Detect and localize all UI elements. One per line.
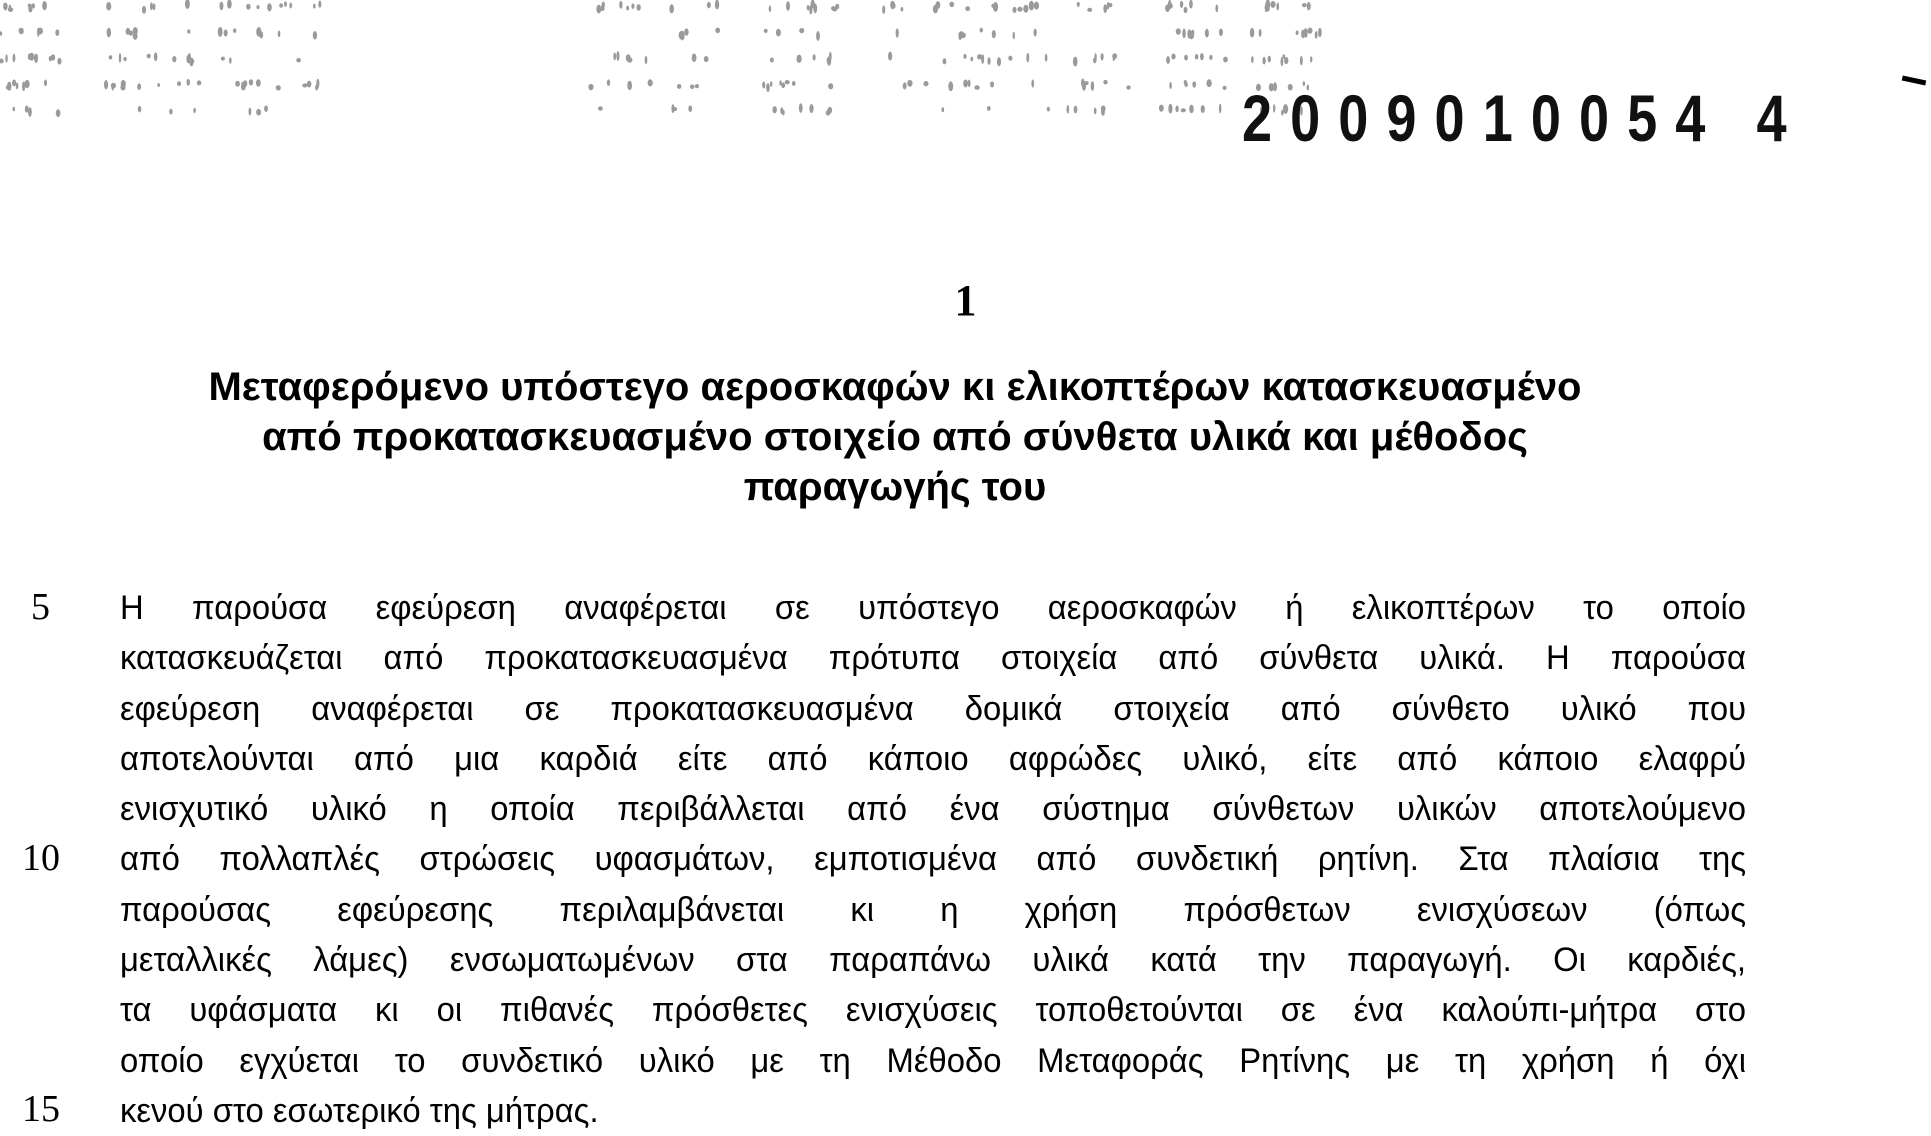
barcode-dot (9, 5, 12, 11)
barcode-dot (786, 1, 790, 10)
barcode-dot (1171, 54, 1175, 60)
barcode-dot (25, 105, 29, 112)
barcode-dot (1223, 86, 1227, 90)
body-line: κενού στο εσωτερικό της μήτρας. (120, 1091, 599, 1130)
barcode-dot (221, 57, 225, 61)
barcode-dot (1047, 107, 1050, 112)
barcode-dot (1201, 105, 1205, 113)
barcode-dot (997, 57, 1001, 66)
barcode-dot (186, 79, 190, 86)
barcode-dot (220, 2, 224, 11)
barcode-dot (0, 31, 2, 36)
barcode-dot (588, 84, 593, 90)
barcode-dot (1033, 29, 1036, 37)
barcode-dot (943, 58, 947, 64)
barcode-dot (963, 79, 968, 87)
title-line: παραγωγής του (743, 465, 1047, 509)
barcode-dot (980, 28, 983, 33)
barcode-dot (1094, 53, 1096, 62)
barcode-dot (949, 2, 954, 7)
barcode-dot (1266, 6, 1270, 12)
barcode-dot (776, 29, 781, 37)
barcode-dot (1166, 56, 1170, 64)
document-number: 2009010054 4 (1242, 81, 1805, 155)
barcode-dot (256, 79, 261, 86)
barcode-dot (1101, 105, 1106, 111)
barcode-dot (607, 79, 610, 86)
barcode-dot (3, 3, 6, 7)
barcode-dot (1126, 85, 1130, 89)
barcode-dot (809, 5, 812, 14)
barcode-dot (1205, 29, 1209, 38)
barcode-dot (302, 83, 307, 87)
barcode-dot (990, 81, 994, 87)
barcode-dot (248, 108, 251, 116)
barcode-dot (1318, 28, 1322, 37)
barcode-dot (123, 57, 126, 61)
barcode-dot (963, 54, 966, 59)
barcode-dot (119, 53, 121, 63)
body-line: από πολλαπλές στρώσεις υφασμάτων, εμποτισμένα από συνδετική ρητίνη. Στα πλαίσια της (120, 840, 1747, 879)
barcode-dot (1184, 55, 1188, 61)
barcode-dot (316, 79, 319, 89)
body-line: οποίο εγχύεται το συνδετικό υλικό με τη Μέθοδο Μεταφοράς Ρητίνης με τη χρήση ή όχι (120, 1041, 1747, 1080)
barcode-dot (1170, 4, 1173, 9)
barcode-dot (185, 0, 190, 9)
barcode-dot (779, 80, 781, 85)
barcode-dot (970, 57, 973, 62)
barcode-dot (974, 85, 979, 90)
barcode-dot (669, 4, 674, 13)
barcode-dot (188, 53, 191, 60)
corner-mark (1902, 76, 1927, 86)
barcode-dot (246, 4, 251, 10)
barcode-dot (600, 7, 604, 11)
barcode-dot (770, 81, 772, 87)
barcode-dot (34, 54, 38, 63)
barcode-dot (1034, 2, 1039, 10)
barcode-dot (1259, 29, 1262, 37)
barcode-dot (138, 106, 141, 113)
document-title (120, 362, 1670, 512)
barcode-dot (1023, 5, 1028, 13)
scanned-barcode-dots (0, 0, 1400, 140)
barcode-dot (313, 31, 317, 39)
barcode-dot (307, 81, 312, 88)
barcode-dot (172, 56, 176, 62)
barcode-dot (785, 80, 790, 84)
barcode-dot (1189, 105, 1193, 114)
barcode-dot (1077, 2, 1080, 7)
margin-line-number: 5 (31, 586, 50, 628)
barcode-dot (993, 2, 998, 12)
barcode-dot (106, 2, 111, 11)
barcode-dot (1315, 31, 1318, 39)
barcode-dot (1013, 7, 1017, 13)
title-line: από προκατασκευασμένο στοιχείο από σύνθετα υλικά και μέθοδος (262, 415, 1528, 459)
barcode-dot (715, 28, 720, 34)
barcode-dot (1189, 0, 1193, 9)
barcode-dot (1209, 55, 1212, 60)
barcode-dot (1302, 3, 1307, 7)
barcode-dot (941, 107, 944, 112)
barcode-dot (227, 0, 232, 9)
body-line: αποτελούνται από μια καρδιά είτε από κάποιο αφρώδες υλικό, είτε από κάποιο ελαφρύ (120, 739, 1747, 778)
barcode-dot (680, 31, 684, 41)
barcode-dot (770, 57, 774, 62)
barcode-dot (627, 81, 632, 90)
barcode-dot (1108, 3, 1113, 7)
barcode-dot (1310, 56, 1312, 62)
barcode-dot (1168, 104, 1172, 114)
barcode-dot (796, 55, 801, 63)
barcode-dot (1262, 57, 1265, 65)
barcode-dot (150, 2, 153, 10)
barcode-dot (888, 52, 892, 61)
barcode-dot (19, 29, 24, 34)
barcode-dot (831, 6, 835, 10)
barcode-dot (137, 83, 141, 90)
barcode-dot (1250, 28, 1254, 38)
barcode-dot (13, 54, 16, 63)
barcode-dot (28, 107, 32, 117)
barcode-dot (813, 54, 816, 60)
barcode-dot (882, 5, 885, 14)
barcode-dot (799, 28, 804, 33)
barcode-dot (109, 55, 113, 59)
barcode-dot (631, 3, 634, 8)
barcode-dot (157, 83, 160, 87)
barcode-dot (935, 1, 940, 9)
barcode-dot (1103, 4, 1107, 13)
barcode-dot (256, 109, 261, 115)
barcode-dot (707, 2, 711, 8)
barcode-dot (129, 30, 133, 35)
barcode-dot (191, 59, 195, 64)
barcode-dot (1081, 79, 1084, 87)
barcode-dot (242, 81, 246, 90)
barcode-dot (1192, 81, 1196, 87)
barcode-dot (1176, 28, 1181, 34)
barcode-dot (153, 3, 156, 10)
barcode-dot (1300, 56, 1303, 66)
barcode-dot (981, 54, 984, 64)
barcode-dot (987, 57, 990, 65)
barcode-dot (49, 56, 52, 61)
barcode-dot (296, 58, 301, 63)
barcode-dot (1182, 28, 1185, 38)
barcode-dot (154, 52, 158, 61)
barcode-dot (57, 58, 61, 65)
barcode-dot (959, 31, 964, 38)
margin-line-number: 15 (22, 1088, 60, 1130)
body-line: ενισχυτικό υλικό η οποία περιβάλλεται από ένα σύστημα σύνθετων υλικών αποτελούμενο (120, 790, 1747, 829)
barcode-dot (598, 106, 603, 110)
barcode-dot (684, 28, 689, 35)
barcode-dot (616, 51, 619, 61)
body-line: Η παρούσα εφεύρεση αναφέρεται σε υπόστεγο αεροσκαφών ή ελικοπτέρων το οποίο (120, 589, 1747, 627)
barcode-dot (218, 27, 223, 37)
barcode-dot (279, 3, 283, 8)
barcode-dot (715, 0, 719, 10)
barcode-dot (32, 3, 35, 8)
barcode-dot (1169, 82, 1172, 89)
barcode-dot (55, 29, 59, 36)
barcode-dot (5, 54, 7, 63)
body-line: εφεύρεση αναφέρεται σε προκατασκευασμένα δομικά στοιχεία από σύνθετο υλικό που (120, 689, 1747, 728)
barcode-dot (1282, 54, 1285, 58)
barcode-dot (12, 79, 16, 86)
barcode-dot (1013, 32, 1015, 39)
barcode-dot (256, 5, 259, 9)
barcode-dot (826, 110, 831, 115)
barcode-dot (692, 54, 697, 63)
barcode-dot (1251, 56, 1254, 63)
barcode-dot (1101, 53, 1104, 60)
barcode-dot (16, 82, 19, 89)
barcode-dot (764, 29, 768, 33)
barcode-dot (1268, 56, 1271, 63)
barcode-dot (1192, 30, 1195, 36)
barcode-dot (233, 28, 236, 33)
barcode-dot (1159, 105, 1164, 112)
barcode-dot (264, 105, 268, 112)
barcode-dot (626, 54, 631, 61)
barcode-dot (807, 5, 810, 11)
barcode-dot (827, 56, 831, 66)
barcode-dot (1301, 29, 1305, 38)
barcode-dot (1219, 104, 1221, 114)
barcode-dot (1017, 7, 1022, 12)
barcode-dot (1200, 53, 1204, 60)
body-paragraph (120, 583, 1746, 1136)
barcode-dot (1067, 105, 1070, 114)
barcode-dot (769, 5, 771, 12)
barcode-dot (177, 81, 181, 86)
barcode-dot (1165, 4, 1170, 12)
barcode-dot (24, 80, 29, 88)
barcode-dot (1206, 79, 1211, 87)
barcode-dot (690, 84, 694, 89)
barcode-dot (987, 106, 991, 111)
barcode-dot (7, 82, 11, 91)
barcode-dot (1087, 8, 1092, 12)
barcode-dot (229, 57, 232, 63)
barcode-dot (816, 31, 820, 41)
body-line: τα υφάσματα κι οι πιθανές πρόσθετες ενισχύσεις τοποθετούνται σε ένα καλούπι-μήτρα στο (120, 991, 1747, 1030)
barcode-dot (1008, 56, 1012, 61)
barcode-dot (1223, 57, 1228, 63)
barcode-dot (1175, 105, 1178, 112)
barcode-dot (56, 109, 61, 117)
barcode-dot (111, 83, 116, 89)
barcode-dot (780, 107, 783, 114)
barcode-dot (907, 80, 912, 87)
barcode-dot (613, 52, 616, 60)
barcode-dot (28, 3, 32, 7)
barcode-dot (965, 6, 970, 11)
barcode-dot (704, 56, 709, 62)
barcode-dot (256, 27, 261, 37)
barcode-dot (120, 84, 125, 90)
barcode-dot (948, 81, 953, 91)
barcode-dot (289, 2, 292, 8)
barcode-dot (1307, 28, 1312, 34)
barcode-dot (193, 108, 196, 113)
barcode-dot (677, 84, 681, 89)
barcode-dot (1074, 106, 1078, 114)
barcode-dot (133, 32, 138, 40)
barcode-dot (809, 104, 813, 113)
barcode-dot (1276, 2, 1279, 10)
barcode-dot (278, 30, 281, 37)
barcode-dot (1215, 4, 1218, 12)
barcode-dot (1026, 53, 1029, 63)
title-line: Μεταφερόμενο υπόστεγο αεροσκαφών κι ελικοπτέρων κατασκευασμένο (208, 365, 1582, 409)
barcode-dot (42, 1, 47, 10)
barcode-dot (44, 79, 47, 86)
barcode-dot (1219, 28, 1223, 36)
barcode-dot (169, 109, 172, 115)
barcode-dot (1091, 81, 1094, 91)
barcode-dot (762, 81, 765, 88)
barcode-dot (1045, 54, 1048, 62)
barcode-dot (1307, 2, 1311, 10)
barcode-dot (1281, 57, 1284, 66)
barcode-dot (313, 4, 316, 9)
barcode-dot (1181, 108, 1186, 112)
barcode-dot (1180, 1, 1184, 8)
barcode-dot (772, 106, 777, 113)
barcode-dot (13, 107, 16, 111)
barcode-dot (992, 30, 996, 38)
barcode-dot (828, 83, 833, 89)
barcode-dot (267, 3, 272, 11)
barcode-dot (799, 103, 803, 113)
barcode-dot (1270, 1, 1275, 8)
barcode-dot (923, 81, 928, 86)
barcode-dot (903, 82, 907, 89)
barcode-dot (901, 7, 904, 12)
barcode-dot (766, 83, 770, 92)
barcode-dot (37, 28, 40, 37)
page-number: 1 (954, 276, 977, 325)
barcode-dot (781, 82, 785, 88)
barcode-dot (619, 1, 622, 9)
barcode-dot (284, 1, 287, 7)
barcode-dot (648, 79, 653, 86)
body-line: μεταλλικές λάμες) ενσωματωμένων στα παραπάνω υλικά κατά την παραγωγή. Οι καρδιές, (120, 941, 1747, 980)
barcode-dot (276, 85, 281, 90)
barcode-dot (187, 29, 190, 33)
barcode-dot (197, 80, 201, 85)
barcode-dot (1073, 57, 1078, 67)
barcode-dot (1103, 80, 1107, 85)
barcode-dot (695, 84, 699, 88)
body-line: κατασκευάζεται από προκατασκευασμένα πρότυπα στοιχεία από σύνθετα υλικά. Η παρούσα (120, 639, 1747, 678)
barcode-dot (235, 81, 240, 87)
barcode-dot (107, 28, 111, 38)
barcode-dot (1031, 79, 1034, 87)
barcode-dot (637, 4, 641, 11)
barcode-dot (224, 29, 228, 36)
barcode-dot (835, 4, 839, 9)
barcode-dot (645, 56, 648, 64)
barcode-dot (1184, 7, 1188, 13)
barcode-dot (792, 81, 796, 86)
barcode-dot (1184, 80, 1187, 85)
barcode-dot (29, 53, 34, 61)
barcode-dot (147, 54, 151, 59)
barcode-dot (249, 79, 253, 85)
barcode-dot (318, 0, 321, 7)
body-line: παρούσας εφεύρεσης περιλαμβάνεται κι η χρήση πρόσθετων ενισχύσεων (όπως (120, 890, 1747, 929)
barcode-dot (104, 80, 108, 89)
barcode-dot (688, 105, 692, 112)
barcode-dot (142, 6, 146, 14)
barcode-dot (1195, 54, 1199, 60)
barcode-dot (0, 59, 4, 64)
barcode-dot (896, 28, 899, 37)
barcode-dot (1296, 31, 1299, 35)
barcode-dot (893, 3, 896, 8)
barcode-dot (672, 107, 677, 111)
barcode-dot (968, 80, 971, 87)
barcode-dot (1094, 108, 1097, 115)
barcode-dot (1113, 56, 1115, 61)
margin-line-number: 10 (22, 837, 60, 879)
barcode-dot (1029, 1, 1034, 11)
barcode-dot (626, 6, 629, 10)
